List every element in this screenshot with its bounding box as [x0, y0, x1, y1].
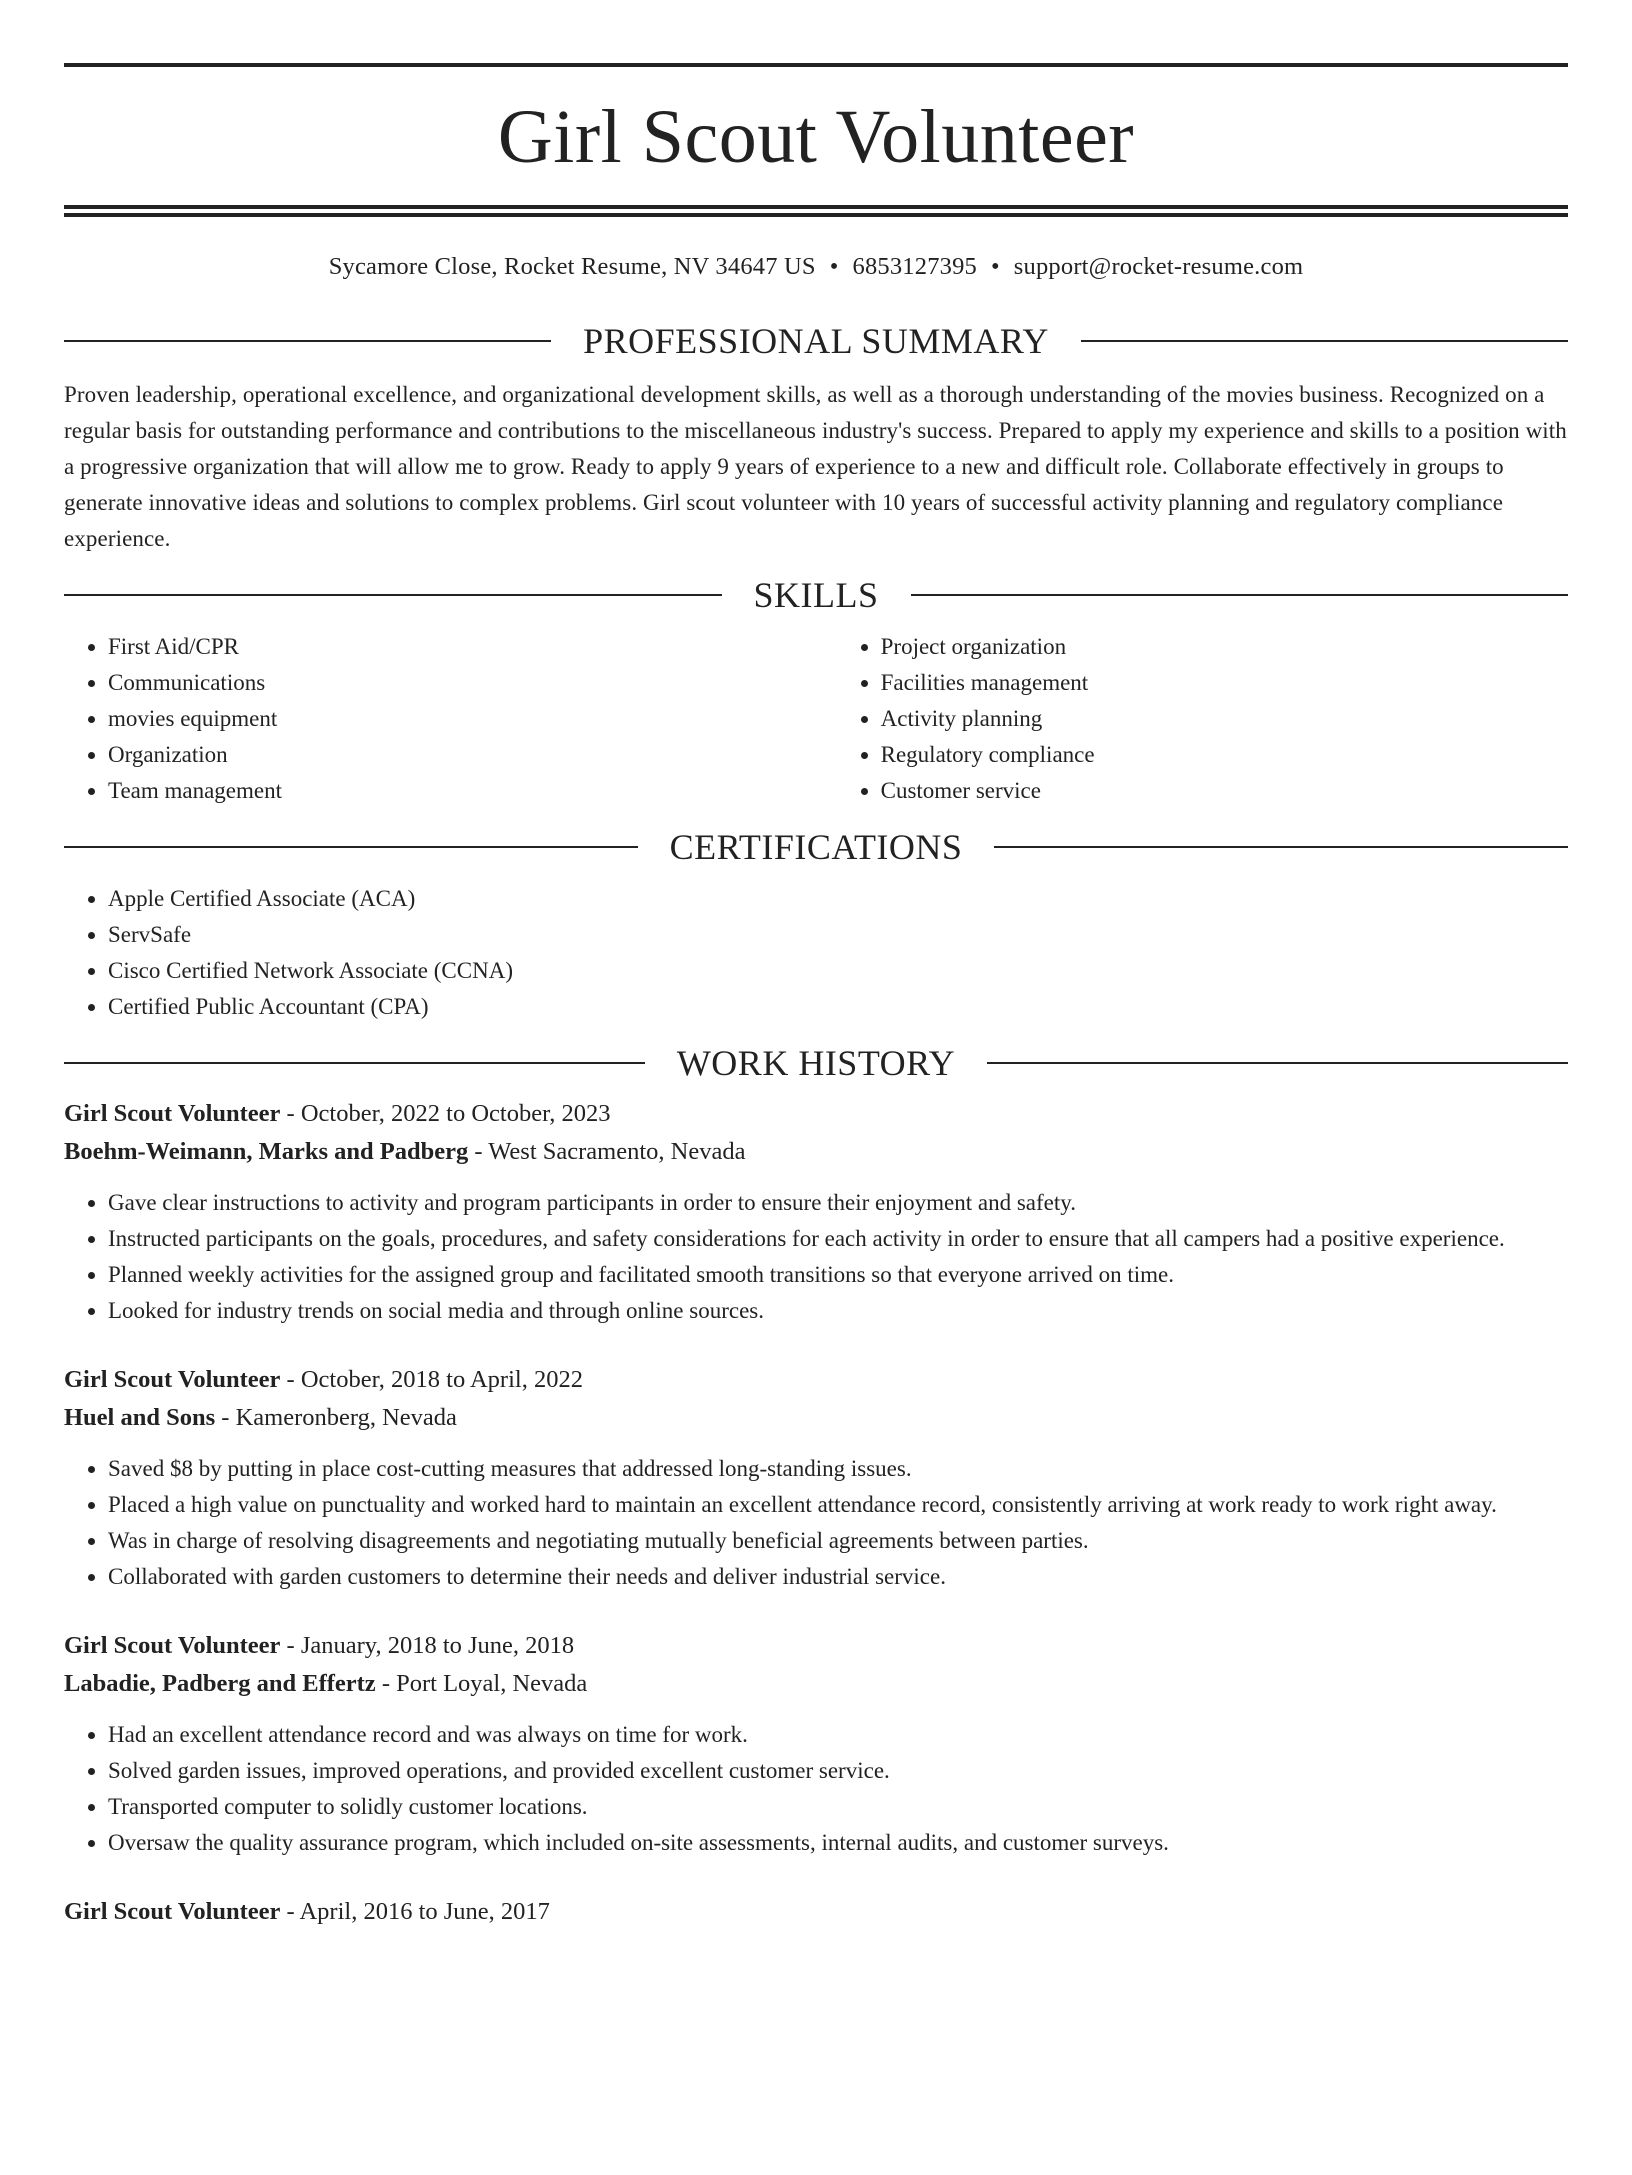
job-bullet: • Instructed participants on the goals, procedures, and safety considerations for each activity in order to ensure that all campers had a positive experience. — [108, 1221, 1568, 1257]
job-entry — [64, 1893, 1568, 1931]
job-bullet: • Saved $8 by putting in place cost-cutting measures that addressed long-standing issues. — [108, 1451, 1568, 1487]
job-dash: - — [215, 1404, 236, 1431]
job-dates: October, 2018 to April, 2022 — [300, 1366, 583, 1393]
job-bullet: • Transported computer to solidly customer locations. — [108, 1789, 1568, 1825]
job-dash: - — [468, 1138, 489, 1165]
heading-rule — [64, 594, 722, 596]
job-company-line — [64, 1399, 1568, 1437]
heading-rule — [1081, 340, 1568, 342]
certification-item: • ServSafe — [108, 917, 1568, 953]
skills-list-left — [64, 629, 837, 809]
certification-item: • Cisco Certified Network Associate (CCNA) — [108, 953, 1568, 989]
resume-name: Girl Scout Volunteer — [497, 95, 1135, 179]
section-heading-summary — [64, 321, 1568, 361]
skill-item: • Activity planning — [881, 701, 1568, 737]
job-company: Boehm-Weimann, Marks and Padberg — [64, 1138, 469, 1165]
job-title: Girl Scout Volunteer — [64, 1632, 281, 1659]
job-entry — [64, 1627, 1568, 1861]
job-location: Kameronberg, Nevada — [235, 1404, 457, 1431]
job-dates: October, 2022 to October, 2023 — [300, 1100, 611, 1127]
job-entry — [64, 1361, 1568, 1595]
section-title: CERTIFICATIONS — [669, 827, 963, 867]
job-bullet: • Looked for industry trends on social media and through online sources. — [108, 1293, 1568, 1329]
job-title: Girl Scout Volunteer — [64, 1898, 281, 1925]
contact-email: support@rocket-resume.com — [1013, 253, 1304, 280]
section-heading-skills — [64, 575, 1568, 615]
heading-rule — [64, 1062, 645, 1064]
skills-columns — [64, 629, 1568, 809]
job-bullet: • Had an excellent attendance record and was always on time for work. — [108, 1717, 1568, 1753]
section-heading-certifications — [64, 827, 1568, 867]
skill-item: • First Aid/CPR — [108, 629, 837, 665]
header-double-rule — [64, 205, 1568, 217]
resume-page — [0, 63, 1632, 2175]
job-bullet: • Solved garden issues, improved operations, and provided excellent customer service. — [108, 1753, 1568, 1789]
certifications-list — [64, 881, 1568, 1025]
job-dash: - — [280, 1100, 301, 1127]
job-dash: - — [280, 1366, 301, 1393]
summary-text: Proven leadership, operational excellence, and organizational development skills, as well as a thorough understanding of the movies business. Recognized on a regular basis for outstanding performance and contributions to the miscellaneous industry's success. Prepared to apply my experience and skills to a position with a progressive organization that will allow me to grow. Ready to apply 9 years of experience to a new and difficult role. Collaborate effectively in groups to generate innovative ideas and solutions to complex problems. Girl scout volunteer with 10 years of successful activity planning and regulatory compliance experience. — [64, 382, 1567, 551]
skill-item: • Project organization — [881, 629, 1568, 665]
section-heading-work-history — [64, 1043, 1568, 1083]
header-top-rule — [64, 63, 1568, 67]
skill-item: • Team management — [108, 773, 837, 809]
heading-rule — [64, 846, 638, 848]
heading-rule — [994, 846, 1568, 848]
job-company-line — [64, 1133, 1568, 1171]
job-dates: January, 2018 to June, 2018 — [300, 1632, 575, 1659]
job-title: Girl Scout Volunteer — [64, 1100, 281, 1127]
contact-phone: 6853127395 — [852, 253, 977, 280]
job-title-line — [64, 1893, 1568, 1931]
job-dates: April, 2016 to June, 2017 — [299, 1898, 550, 1925]
section-title: WORK HISTORY — [676, 1043, 956, 1083]
job-bullet: • Was in charge of resolving disagreements and negotiating mutually beneficial agreements between parties. — [108, 1523, 1568, 1559]
skill-item: • movies equipment — [108, 701, 837, 737]
job-dash: - — [280, 1898, 300, 1925]
job-entry — [64, 1095, 1568, 1329]
job-company-line — [64, 1665, 1568, 1703]
contact-separator: • — [991, 253, 1000, 280]
skills-list-right — [837, 629, 1568, 809]
job-dash: - — [375, 1670, 397, 1697]
heading-rule — [64, 340, 551, 342]
job-title-line — [64, 1095, 1568, 1133]
job-bullet: • Collaborated with garden customers to determine their needs and deliver industrial service. — [108, 1559, 1568, 1595]
section-title: PROFESSIONAL SUMMARY — [583, 321, 1049, 361]
heading-rule — [911, 594, 1569, 596]
job-bullets — [64, 1185, 1568, 1329]
contact-line — [64, 253, 1568, 281]
skill-item: • Communications — [108, 665, 837, 701]
job-bullet: • Gave clear instructions to activity and program participants in order to ensure their enjoyment and safety. — [108, 1185, 1568, 1221]
job-title-line — [64, 1361, 1568, 1399]
job-bullets — [64, 1717, 1568, 1861]
contact-separator: • — [829, 253, 839, 280]
skill-item: • Facilities management — [881, 665, 1568, 701]
job-dash: - — [280, 1632, 301, 1659]
certification-item: • Certified Public Accountant (CPA) — [108, 989, 1568, 1025]
job-location: West Sacramento, Nevada — [488, 1138, 746, 1165]
job-company: Huel and Sons — [64, 1404, 216, 1431]
job-bullet: • Planned weekly activities for the assigned group and facilitated smooth transitions so that everyone arrived on time. — [108, 1257, 1568, 1293]
job-bullet: • Oversaw the quality assurance program, which included on-site assessments, internal audits, and customer surveys. — [108, 1825, 1568, 1861]
job-company: Labadie, Padberg and Effertz — [64, 1670, 376, 1697]
job-title-line — [64, 1627, 1568, 1665]
heading-rule — [987, 1062, 1568, 1064]
job-bullet: • Placed a high value on punctuality and worked hard to maintain an excellent attendance record, consistently arriving at work ready to work right away. — [108, 1487, 1568, 1523]
section-title: SKILLS — [753, 575, 879, 615]
skill-item: • Customer service — [881, 773, 1568, 809]
job-title: Girl Scout Volunteer — [64, 1366, 281, 1393]
job-location: Port Loyal, Nevada — [396, 1670, 588, 1697]
certification-item: • Apple Certified Associate (ACA) — [108, 881, 1568, 917]
skill-item: • Regulatory compliance — [881, 737, 1568, 773]
contact-address: Sycamore Close, Rocket Resume, NV 34647 US — [328, 253, 816, 280]
job-bullets — [64, 1451, 1568, 1595]
skill-item: • Organization — [108, 737, 837, 773]
